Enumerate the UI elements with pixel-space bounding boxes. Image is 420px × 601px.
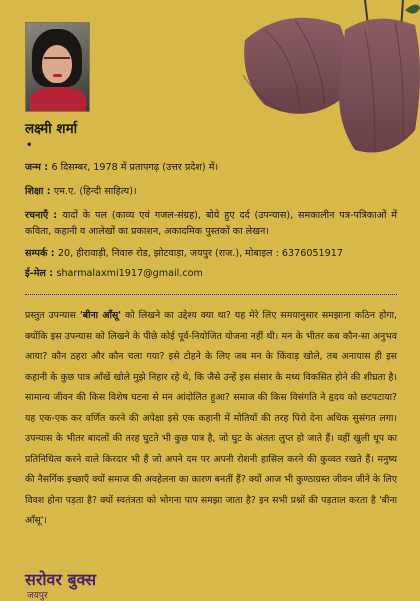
- publisher-city: जयपुर: [27, 591, 48, 601]
- birth-label: जन्म: [25, 162, 41, 173]
- dotted-divider: [25, 294, 397, 295]
- works-info: रचनाएँ : यादों के पल (काव्य एवं गजल-संग्रह), बोये हुए दर्द (उपन्यास), समकालीन पत्र-पत्रिकाओं में कविता, कहानी व आलेखों का प्रकाशन, अकादमिक पुस्तकों का लेखन।: [25, 210, 397, 237]
- contact-info: सम्पर्क : 20, हीरावाड़ी, निवारु रोड, झोटवाड़ा, जयपुर (राज.), मोबाइल : 6376051917: [25, 248, 343, 259]
- birth-info: जन्म : 6 दिसम्बर, 1978 में प्रतापगढ़ (उत्तर प्रदेश) में।: [25, 162, 219, 173]
- contact-label: सम्पर्क: [25, 248, 48, 259]
- author-photo: [25, 22, 90, 112]
- book-title: 'बीना ऑंसू': [79, 310, 122, 321]
- email-info: ई-मेल : sharmalaxmi1917@gmail.com: [25, 268, 203, 279]
- works-value: यादों के पल (काव्य एवं गजल-संग्रह), बोये हुए दर्द (उपन्यास), समकालीन पत्र-पत्रिकाओं में कविता, कहानी व आलेखों का प्रकाशन, अकादमिक पुस्तकों का लेखन।: [25, 210, 397, 237]
- publisher-name: सरोवर बुक्स: [25, 570, 97, 589]
- description-part-1: प्रस्तुत उपन्यास: [25, 310, 80, 321]
- education-value: एम.ए. (हिन्दी साहित्य)।: [53, 186, 137, 197]
- author-name: लक्ष्मी शर्मा: [25, 121, 78, 137]
- bullet-dot: •: [26, 140, 33, 151]
- description-part-2: को लिखने का उद्देश्य क्या था? यह मेरे लिए समयानुसार समझाना कठिन होगा, क्योंकि इस उपन्यास को लिखने के पीछे कोई पूर्व-नियोजित योजना नहीं थी। मन के भीतर कब कौन-सा अनुभव आया? कौन ठहरा और कौन चला गया? इसे टोहने के लिए जब मन के किंवाड़ खोले, तब अनायास ही इस कहानी के कुछ पात्र आँखें खोले मुझे निहार रहे थे, कि जैसे उन्हें इस संसार के मध्य विकसित होने की शीघ्रता है। सामान्य जीवन की किस विशेष घटना से मन आंदोलित हुआ? समाज की किस विसंगति ने हृदय को छटपटाया? यह एक-एक कर वर्णित करने की अपेक्षा इसे एक कहानी में मोतियों की तरह पिरो देना अधिक सुसंगत लगा। उपन्यास के भीतर बादलों की तरह घुटते भी कुछ पात्र है, जो घुट के अंततः लुप्त हो जाते हैं। वहीं खुली धूप का प्रतिनिधित्व करने वाले किरदार भी हैं जो अपने दम पर अपनी रोशनी हासिल करने की कुव्वत रखते हैं। मनुष्य की नैसर्गिक इच्छाएँ क्यों समाज की अवहेलना का कारण बनतीं हैं? क्यों आज भी कुण्ठाग्रस्त जीवन जीने के लिए विवश होना पड़ता है? क्यों स्वतंत्रता को भोगना पाप समझा जाता है? इन सभी प्रश्नों की पड़ताल करता है 'बीना ऑंसू'।: [25, 310, 397, 526]
- birth-value: 6 दिसम्बर, 1978 में प्रतापगढ़ (उत्तर प्रदेश) में।: [51, 162, 219, 173]
- education-info: शिक्षा : एम.ए. (हिन्दी साहित्य)।: [25, 186, 137, 197]
- education-label: शिक्षा: [25, 186, 44, 197]
- contact-value: 20, हीरावाड़ी, निवारु रोड, झोटवाड़ा, जयपुर (राज.), मोबाइल : 6376051917: [57, 248, 343, 259]
- flower-illustration: [225, 0, 420, 160]
- email-value: sharmalaxmi1917@gmail.com: [56, 268, 203, 279]
- works-label: रचनाएँ: [25, 210, 49, 221]
- email-label: ई-मेल: [25, 268, 46, 279]
- book-description: [25, 306, 397, 532]
